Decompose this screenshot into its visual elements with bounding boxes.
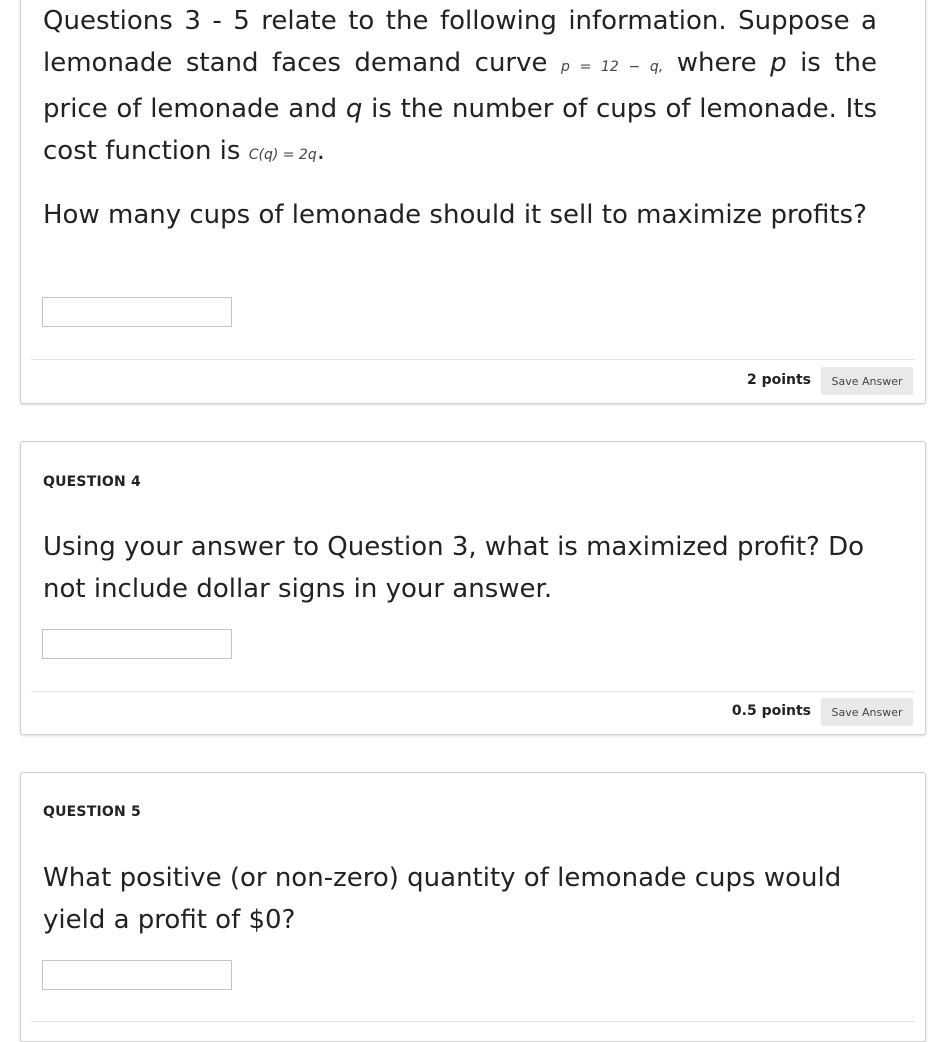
question-3-intro: [43, 0, 877, 176]
question-4-save-answer-button[interactable]: Save Answer: [821, 698, 913, 726]
question-4-card: [20, 441, 926, 735]
question-3-points: 2 points: [746, 372, 811, 388]
question-3-prompt: How many cups of lemonade should it sell to maximize profits?: [43, 200, 867, 230]
question-5-divider: [31, 1021, 915, 1022]
question-3-answer-input[interactable]: [42, 297, 232, 327]
intro-text-2: where: [663, 48, 771, 78]
variable-p: p: [770, 48, 787, 78]
cost-formula: C(q) = 2q: [248, 147, 317, 163]
demand-formula: p = 12 − q,: [561, 59, 664, 75]
intro-end: .: [316, 136, 325, 166]
question-5-prompt: What positive (or non-zero) quantity of lemonade cups would yield a profit of $0?: [43, 863, 842, 935]
intro-text-1: Questions 3 - 5 relate to the following information. Suppose a lemonade stand faces demand curve: [43, 6, 877, 78]
question-4-label: QUESTION 4: [43, 474, 141, 490]
question-3-divider: [31, 359, 915, 360]
question-4-answer-input[interactable]: [42, 629, 232, 659]
intro-text-3: is the price of lemonade and: [43, 48, 878, 124]
question-5-answer-input[interactable]: [42, 960, 232, 990]
question-5-card: [20, 772, 926, 1042]
variable-q: q: [345, 94, 363, 124]
question-4-prompt: Using your answer to Question 3, what is maximized profit? Do not include dollar signs in your answer.: [43, 532, 865, 604]
question-4-divider: [31, 691, 915, 692]
intro-text-4: is the number of cups of lemonade. Its cost function is: [43, 94, 878, 166]
question-5-label: QUESTION 5: [43, 804, 141, 820]
question-3-card: [20, 0, 926, 404]
question-4-points: 0.5 points: [731, 703, 811, 719]
question-3-save-answer-button[interactable]: Save Answer: [821, 367, 913, 395]
